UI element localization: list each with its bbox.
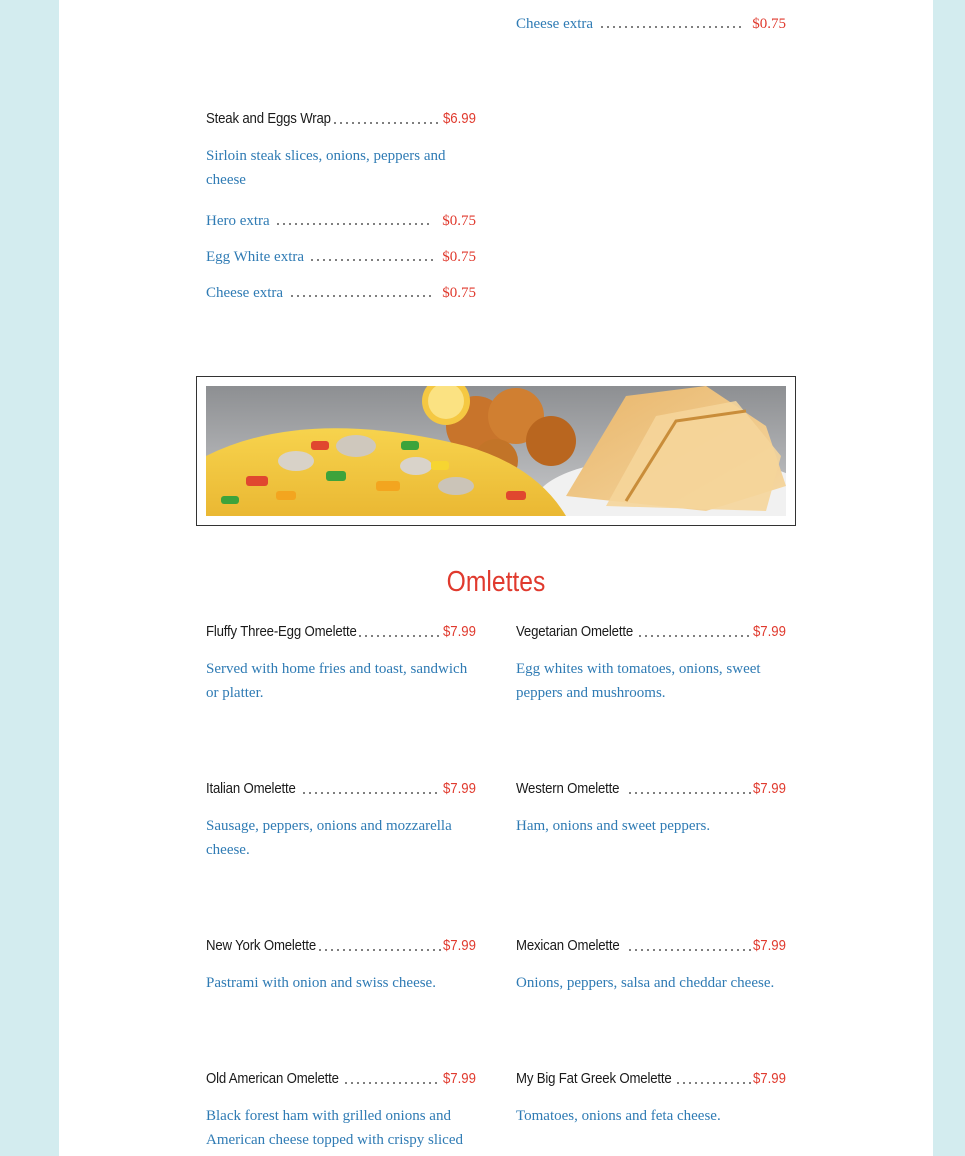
menu-item-price: $7.99 [752, 780, 786, 797]
photo-frame [196, 376, 796, 526]
menu-item-price: $7.99 [442, 937, 476, 954]
dot-leader [599, 25, 743, 29]
menu-item-description: Tomatoes, onions and feta cheese. [516, 1108, 721, 1124]
menu-page [59, 0, 933, 1156]
dot-leader [289, 294, 433, 298]
dot-leader [275, 222, 433, 226]
menu-item-title: Old American Omelette [206, 1070, 339, 1087]
menu-item-title: Steak and Eggs Wrap [206, 110, 331, 127]
menu-item-title: My Big Fat Greek Omelette [516, 1070, 672, 1087]
menu-item-title: Italian Omelette [206, 780, 296, 797]
menu-item-description: Sausage, peppers, onions and mozzarella cheese. [206, 818, 452, 858]
menu-item-price: $7.99 [442, 623, 476, 640]
menu-item-description: Egg whites with tomatoes, onions, sweet peppers and mushrooms. [516, 661, 761, 701]
menu-item-title: Fluffy Three-Egg Omelette [206, 623, 357, 640]
menu-item-description: Black forest ham with grilled onions and American cheese topped with crispy sliced [206, 1108, 463, 1148]
menu-item-price: $7.99 [752, 937, 786, 954]
extra-price: $0.75 [752, 16, 786, 32]
menu-item-price: $6.99 [442, 110, 476, 127]
menu-item-description: Sirloin steak slices, onions, peppers and cheese [206, 148, 446, 188]
extra-price: $0.75 [442, 213, 476, 229]
extra-price: $0.75 [442, 285, 476, 301]
menu-item-description: Pastrami with onion and swiss cheese. [206, 975, 436, 991]
menu-item-price: $7.99 [752, 1070, 786, 1087]
menu-item-title: Vegetarian Omelette [516, 623, 633, 640]
menu-item-description: Ham, onions and sweet peppers. [516, 818, 711, 834]
menu-item-description: Served with home fries and toast, sandwich or platter. [206, 661, 468, 701]
dot-leader [309, 258, 433, 262]
extra-label: Egg White extra [206, 249, 305, 265]
menu-item-price: $7.99 [442, 780, 476, 797]
omelette-plate-photo [206, 386, 786, 516]
menu-item-title: New York Omelette [206, 937, 316, 954]
menu-item-title: Mexican Omelette [516, 937, 620, 954]
menu-item-price: $7.99 [442, 1070, 476, 1087]
menu-item-title: Western Omelette [516, 780, 620, 797]
menu-item-description: Onions, peppers, salsa and cheddar cheese. [516, 975, 775, 991]
extra-label: Hero extra [206, 213, 270, 229]
extra-label: Cheese extra [516, 16, 594, 32]
menu-item-price: $7.99 [752, 623, 786, 640]
extra-price: $0.75 [442, 249, 476, 265]
section-title: Omlettes [446, 566, 546, 598]
extra-label: Cheese extra [206, 285, 284, 301]
